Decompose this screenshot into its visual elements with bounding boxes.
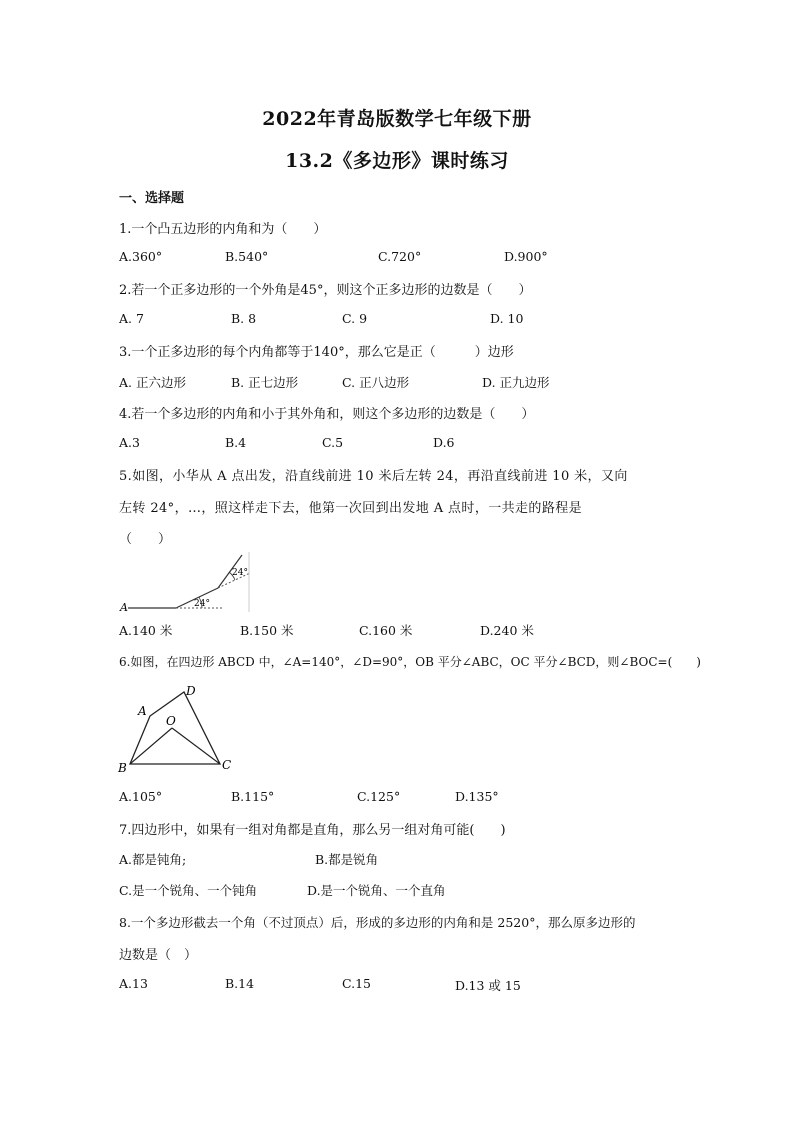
question-6-options: [119, 789, 699, 807]
option-d: D.13 或 15: [455, 978, 521, 993]
question-3-options: [119, 373, 699, 391]
question-2-options: [119, 311, 699, 329]
option-d: D.6: [433, 435, 455, 450]
bisector-ob: [130, 728, 172, 764]
vertex-c-label: C: [222, 758, 232, 772]
point-o-label: O: [166, 714, 176, 728]
question-7-stem: 7.四边形中，如果有一组对角都是直角，那么另一组对角可能( ): [119, 823, 506, 838]
option-d: D.900°: [504, 249, 548, 264]
angle-label-2: 24°: [232, 568, 248, 578]
option-a: A. 正六边形: [119, 375, 186, 390]
option-c: C.15: [342, 976, 371, 991]
option-c: C.5: [322, 435, 344, 450]
question-5-stem-line-2: 左转 24°，…，照这样走下去，他第一次回到出发地 A 点时，一共走的路程是: [119, 501, 583, 516]
question-5-stem-line-1: 5.如图，小华从 A 点出发，沿直线前进 10 米后左转 24，再沿直线前进 10 米，又向: [119, 469, 628, 484]
vertex-b-label: B: [118, 761, 127, 775]
option-b: B.150 米: [240, 623, 294, 638]
question-6-stem: 6.如图，在四边形 ABCD 中，∠A=140°，∠D=90°，OB 平分∠ABC，OC 平分∠BCD，则∠BOC=( ): [119, 655, 701, 669]
option-a: A.360°: [119, 249, 163, 264]
vertex-d-label: D: [186, 684, 196, 698]
page-subtitle: 13.2《多边形》课时练习: [285, 150, 509, 172]
question-3-stem: 3.一个正多边形的每个内角都等于140°，那么它是正（ ）边形: [119, 345, 514, 360]
option-a: A.都是钝角;: [119, 852, 187, 867]
option-c: C.125°: [357, 789, 401, 804]
option-a: A.13: [119, 976, 148, 991]
question-1-stem: 1.一个凸五边形的内角和为（ ）: [119, 222, 327, 237]
option-b: B.4: [225, 435, 247, 450]
option-c: C. 9: [342, 311, 368, 326]
question-8-stem-line-1: 8.一个多边形截去一个角（不过顶点）后，形成的多边形的内角和是 2520°，那么原多边形的: [119, 915, 636, 930]
option-c: C.720°: [378, 249, 422, 264]
question-5-stem-line-3: （ ）: [119, 532, 172, 547]
option-d: D.240 米: [480, 623, 534, 638]
point-a-label: A: [120, 601, 128, 614]
question-4-stem: 4.若一个多边形的内角和小于其外角和，则这个多边形的边数是（ ）: [119, 407, 535, 422]
option-c: C. 正八边形: [342, 375, 410, 390]
angle-label-1: 24°: [194, 599, 210, 609]
question-1-options: [119, 249, 699, 267]
option-b: B.都是锐角: [315, 852, 379, 867]
option-c: C.是一个锐角、一个钝角: [119, 883, 258, 898]
question-8-options: [119, 976, 699, 994]
question-4-options: [119, 435, 699, 453]
page-title: 2022年青岛版数学七年级下册: [262, 108, 532, 130]
question-7-options-row-1: [119, 850, 699, 868]
question-7-options-row-2: [119, 881, 699, 899]
option-b: B. 8: [231, 311, 257, 326]
option-a: A.105°: [119, 789, 163, 804]
option-c: C.160 米: [359, 623, 413, 638]
question-2-stem: 2.若一个正多边形的一个外角是45°，则这个正多边形的边数是（ ）: [119, 283, 532, 298]
option-b: B.540°: [225, 249, 269, 264]
option-d: D.135°: [455, 789, 499, 804]
quadrilateral-figure: [116, 680, 240, 775]
option-a: A. 7: [119, 311, 144, 326]
option-d: D. 10: [490, 311, 524, 326]
section-heading: 一、选择题: [119, 191, 185, 206]
option-a: A.3: [119, 435, 140, 450]
bisector-oc: [172, 728, 220, 764]
option-a: A.140 米: [119, 623, 173, 638]
option-b: B.115°: [231, 789, 275, 804]
question-8-stem-line-2: 边数是（ ）: [119, 948, 198, 963]
option-b: B. 正七边形: [231, 375, 299, 390]
option-d: D.是一个锐角、一个直角: [307, 883, 446, 898]
option-d: D. 正九边形: [482, 375, 550, 390]
question-5-options: [119, 621, 699, 639]
option-b: B.14: [225, 976, 255, 991]
walking-path-figure: [118, 550, 258, 615]
vertex-a-label: A: [138, 704, 147, 718]
